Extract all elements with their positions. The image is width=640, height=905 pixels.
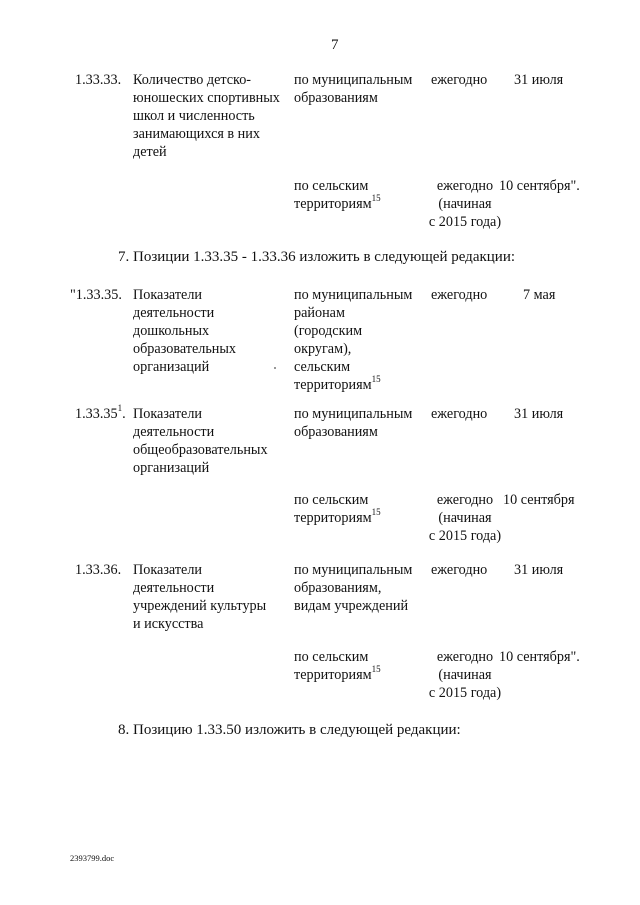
periodicity: ежегодно (начиная с 2015 года) — [428, 492, 502, 544]
indicator-name: Показатели деятельности общеобразовательных организаций — [133, 406, 268, 476]
paragraph-8: 8. Позицию 1.33.50 изложить в следующей редакции: — [118, 722, 461, 738]
periodicity: ежегодно (начиная с 2015 года) — [428, 649, 502, 701]
indicator-name: Показатели деятельности дошкольных образовательных организаций — [133, 287, 237, 375]
position-code: "1.33.35. — [70, 287, 122, 303]
deadline-date: 10 сентября — [503, 492, 575, 508]
deadline-date: 10 сентября". — [499, 649, 580, 665]
breakdown-level: по муниципальным образованиям — [294, 406, 413, 440]
periodicity: ежегодно — [431, 72, 488, 88]
breakdown-level: по сельским территориям$^{15}$ — [294, 492, 381, 526]
deadline-date: 31 июля — [514, 72, 564, 88]
scan-speck — [274, 367, 276, 369]
paragraph-7: 7. Позиции 1.33.35 - 1.33.36 изложить в следующей редакции: — [118, 249, 516, 265]
position-code: 1.33.36. — [75, 562, 122, 578]
periodicity: ежегодно — [431, 287, 488, 303]
position-code: 1.33.33. — [75, 72, 122, 88]
breakdown-level: по муниципальным районам (городским округам), сельским территориям$^{15}$ — [294, 287, 413, 393]
breakdown-level: по сельским территориям$^{15}$ — [294, 178, 381, 212]
file-name-footer: 2393799.doc — [70, 853, 115, 863]
indicator-name: Количество детско- юношеских спортивных школ и численность занимающихся в них детей — [133, 72, 280, 160]
deadline-date: 10 сентября". — [499, 178, 580, 194]
deadline-date: 31 июля — [514, 562, 564, 578]
breakdown-level: по сельским территориям$^{15}$ — [294, 649, 381, 683]
periodicity: ежегодно (начиная с 2015 года) — [428, 178, 502, 230]
deadline-date: 7 мая — [523, 287, 556, 303]
periodicity: ежегодно — [431, 406, 488, 422]
periodicity: ежегодно — [431, 562, 488, 578]
position-code: 1.33.35$^1$. — [75, 403, 126, 422]
breakdown-level: по муниципальным образованиям — [294, 72, 413, 106]
deadline-date: 31 июля — [514, 406, 564, 422]
indicator-name: Показатели деятельности учреждений культуры и искусства — [133, 562, 267, 632]
page-number: 7 — [331, 37, 339, 53]
breakdown-level: по муниципальным образованиям, видам учреждений — [294, 562, 413, 614]
